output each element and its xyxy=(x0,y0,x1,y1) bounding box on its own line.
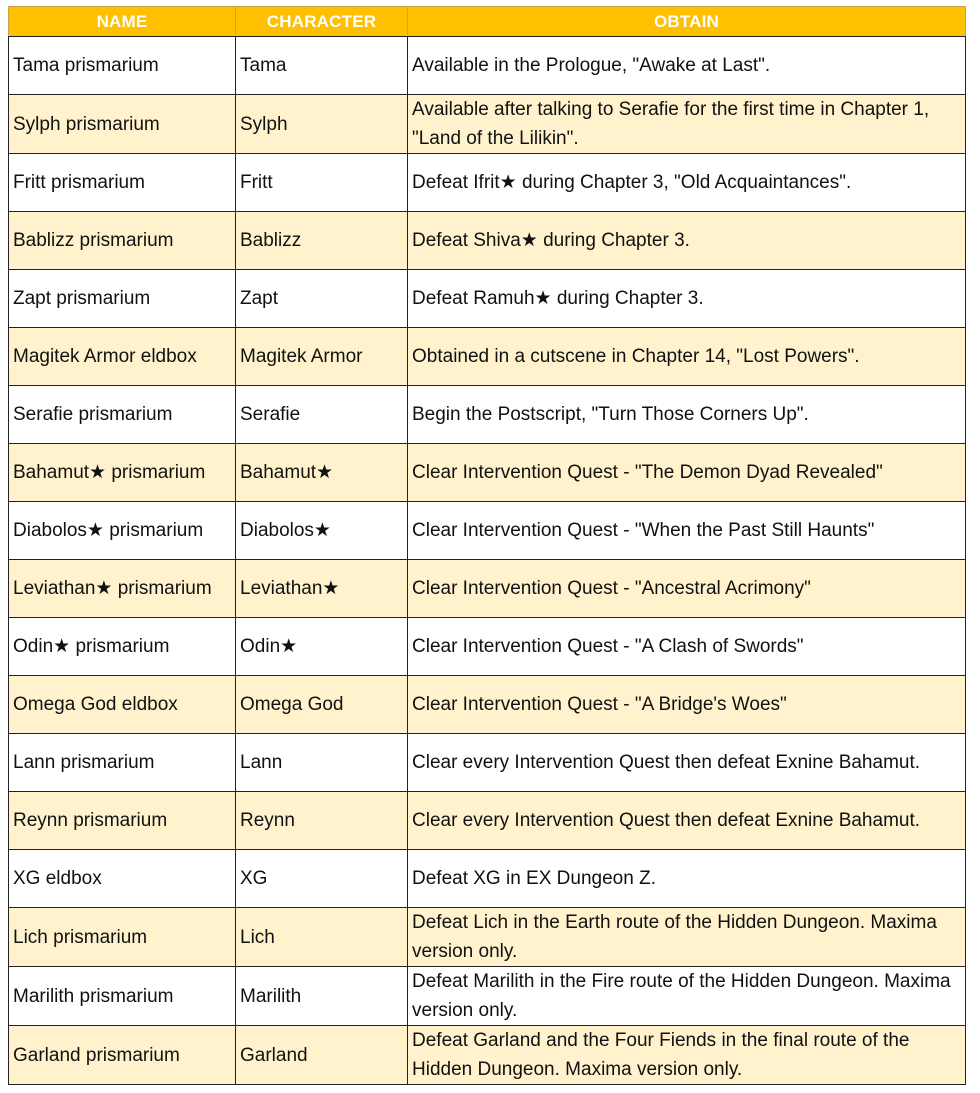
cell-obtain: Defeat Ifrit★ during Chapter 3, "Old Acquaintances". xyxy=(408,154,966,212)
cell-obtain: Clear Intervention Quest - "Ancestral Acrimony" xyxy=(408,560,966,618)
cell-name: Serafie prismarium xyxy=(9,386,236,444)
cell-character: Reynn xyxy=(236,792,408,850)
cell-character: Diabolos★ xyxy=(236,502,408,560)
cell-character: Zapt xyxy=(236,270,408,328)
cell-name: Magitek Armor eldbox xyxy=(9,328,236,386)
cell-obtain: Clear Intervention Quest - "A Bridge's Woes" xyxy=(408,676,966,734)
cell-name: Marilith prismarium xyxy=(9,967,236,1026)
cell-character: Serafie xyxy=(236,386,408,444)
cell-obtain: Begin the Postscript, "Turn Those Corners Up". xyxy=(408,386,966,444)
table-row xyxy=(9,908,966,967)
table-row xyxy=(9,1026,966,1085)
cell-character: Omega God xyxy=(236,676,408,734)
cell-obtain: Clear Intervention Quest - "When the Past Still Haunts" xyxy=(408,502,966,560)
cell-character: Lann xyxy=(236,734,408,792)
cell-character: Garland xyxy=(236,1026,408,1085)
table-row xyxy=(9,850,966,908)
column-header-character: CHARACTER xyxy=(236,7,408,37)
column-header-name: NAME xyxy=(9,7,236,37)
table-row xyxy=(9,676,966,734)
table-row xyxy=(9,618,966,676)
table-row xyxy=(9,734,966,792)
cell-obtain: Clear Intervention Quest - "A Clash of Swords" xyxy=(408,618,966,676)
cell-character: Leviathan★ xyxy=(236,560,408,618)
prismarium-table xyxy=(8,6,966,1085)
table-row xyxy=(9,154,966,212)
cell-character: Marilith xyxy=(236,967,408,1026)
cell-obtain: Defeat Marilith in the Fire route of the Hidden Dungeon. Maxima version only. xyxy=(408,967,966,1026)
column-header-obtain: OBTAIN xyxy=(408,7,966,37)
table-row xyxy=(9,37,966,95)
cell-name: Bablizz prismarium xyxy=(9,212,236,270)
cell-character: Tama xyxy=(236,37,408,95)
cell-obtain: Clear Intervention Quest - "The Demon Dyad Revealed" xyxy=(408,444,966,502)
table-row xyxy=(9,444,966,502)
table-row xyxy=(9,967,966,1026)
cell-character: Fritt xyxy=(236,154,408,212)
table-row xyxy=(9,386,966,444)
cell-name: Lich prismarium xyxy=(9,908,236,967)
cell-character: Magitek Armor xyxy=(236,328,408,386)
cell-name: Reynn prismarium xyxy=(9,792,236,850)
cell-obtain: Defeat Lich in the Earth route of the Hidden Dungeon. Maxima version only. xyxy=(408,908,966,967)
table-row xyxy=(9,328,966,386)
cell-obtain: Available in the Prologue, "Awake at Last". xyxy=(408,37,966,95)
cell-name: Odin★ prismarium xyxy=(9,618,236,676)
cell-character: Lich xyxy=(236,908,408,967)
cell-character: Sylph xyxy=(236,95,408,154)
cell-name: Diabolos★ prismarium xyxy=(9,502,236,560)
cell-name: Zapt prismarium xyxy=(9,270,236,328)
cell-obtain: Available after talking to Serafie for the first time in Chapter 1, "Land of the Lilikin". xyxy=(408,95,966,154)
table-row xyxy=(9,560,966,618)
cell-name: Bahamut★ prismarium xyxy=(9,444,236,502)
table-row xyxy=(9,792,966,850)
table-row xyxy=(9,502,966,560)
cell-obtain: Obtained in a cutscene in Chapter 14, "Lost Powers". xyxy=(408,328,966,386)
cell-obtain: Clear every Intervention Quest then defeat Exnine Bahamut. xyxy=(408,792,966,850)
cell-name: Fritt prismarium xyxy=(9,154,236,212)
cell-obtain: Clear every Intervention Quest then defeat Exnine Bahamut. xyxy=(408,734,966,792)
cell-obtain: Defeat Garland and the Four Fiends in the final route of the Hidden Dungeon. Maxima version only. xyxy=(408,1026,966,1085)
table-row xyxy=(9,212,966,270)
cell-obtain: Defeat Shiva★ during Chapter 3. xyxy=(408,212,966,270)
cell-character: Bahamut★ xyxy=(236,444,408,502)
cell-character: XG xyxy=(236,850,408,908)
cell-name: Sylph prismarium xyxy=(9,95,236,154)
cell-obtain: Defeat XG in EX Dungeon Z. xyxy=(408,850,966,908)
cell-obtain: Defeat Ramuh★ during Chapter 3. xyxy=(408,270,966,328)
table-body xyxy=(9,37,966,1085)
cell-character: Bablizz xyxy=(236,212,408,270)
cell-name: Garland prismarium xyxy=(9,1026,236,1085)
header-row xyxy=(9,7,966,37)
cell-name: Lann prismarium xyxy=(9,734,236,792)
cell-name: XG eldbox xyxy=(9,850,236,908)
cell-name: Omega God eldbox xyxy=(9,676,236,734)
cell-name: Leviathan★ prismarium xyxy=(9,560,236,618)
cell-character: Odin★ xyxy=(236,618,408,676)
table-row xyxy=(9,270,966,328)
table-row xyxy=(9,95,966,154)
cell-name: Tama prismarium xyxy=(9,37,236,95)
